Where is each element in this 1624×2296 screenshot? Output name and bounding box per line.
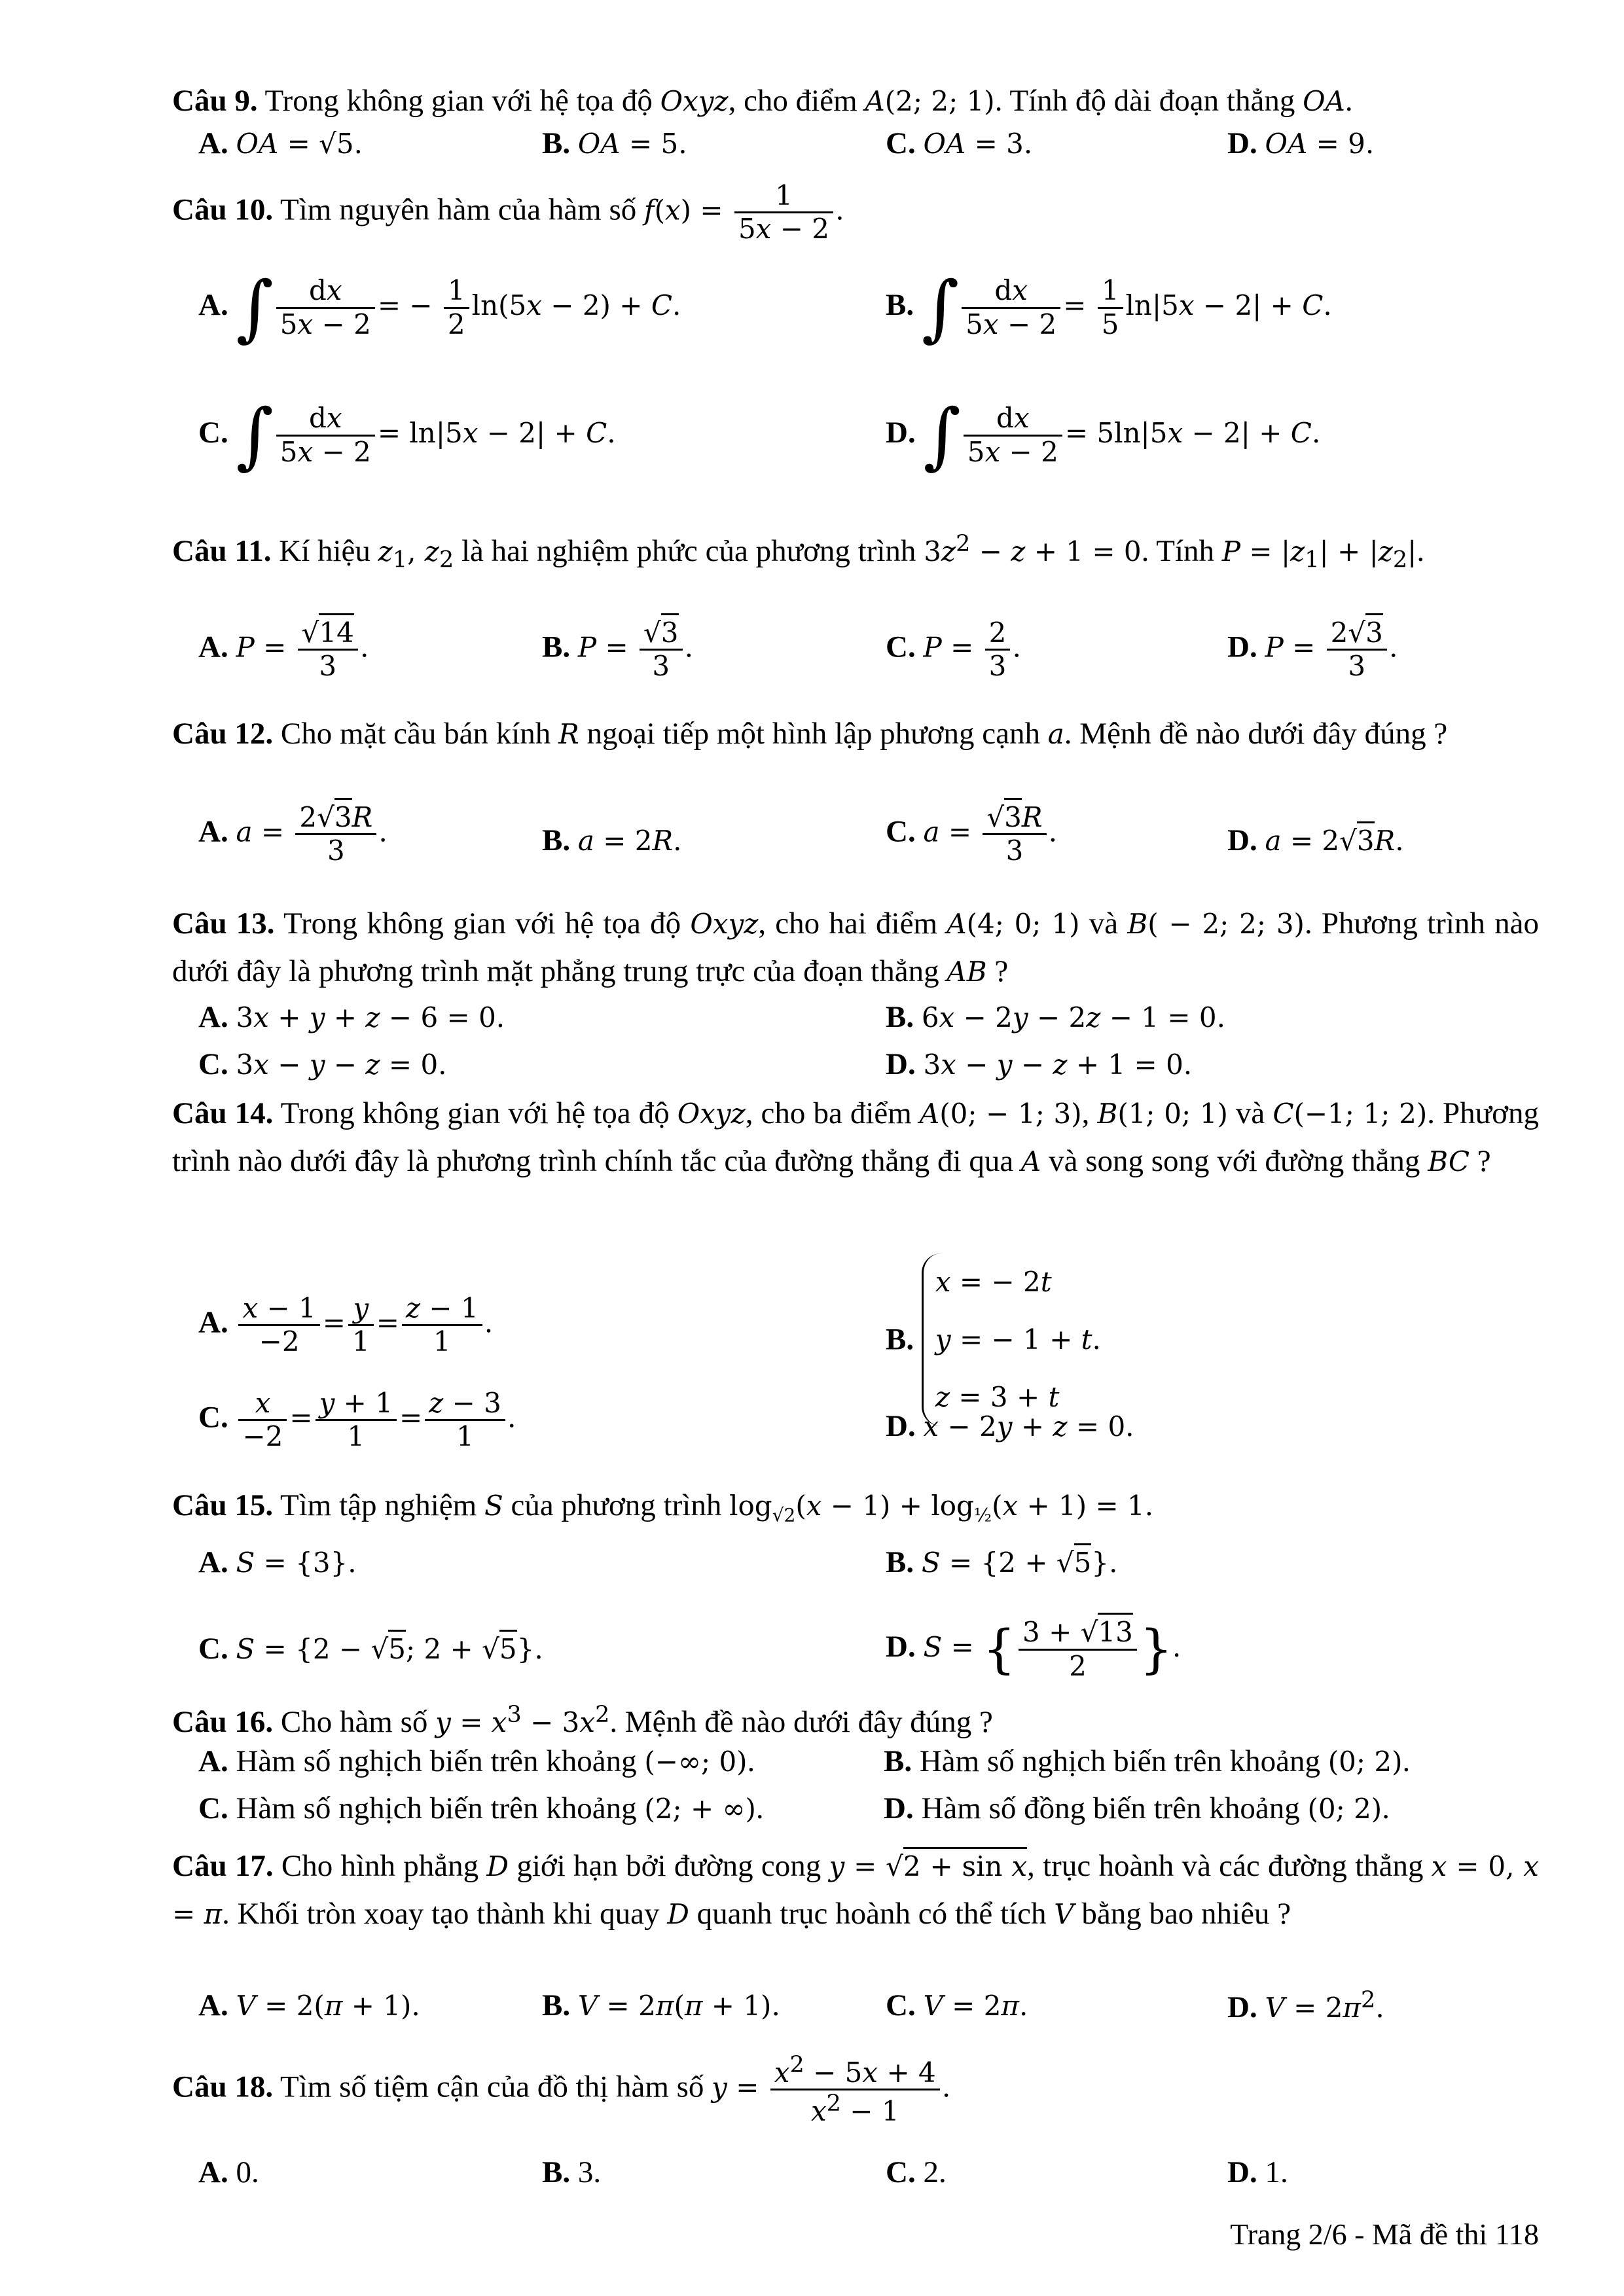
option-a: A. S = {3}. <box>198 1545 357 1579</box>
q-label: Câu 10. <box>172 192 274 227</box>
option-d: D. x − 2y + z = 0. <box>886 1409 1134 1443</box>
question-9: Câu 9. Trong không gian với hệ tọa độ Oxyz, cho điểm A(2; 2; 1). Tính độ dài đoạn thẳng OA. A. OA = √5. B. OA = 5. C. OA = 3. D. OA = 9. <box>172 77 1539 125</box>
q-label: Câu 14. <box>172 1096 274 1130</box>
question-15: Câu 15. Tìm tập nghiệm S của phương trình $\log_{√2}(x - 1) + \log_{\frac{1}{2}}(x + 1) = 1$. A. S = {3}. B. S = {2 + √5}. C. S = {2 − √5; 2 + √5}. D. S = { $\frac{3 + √13}{2}$ }. <box>172 1488 1181 1682</box>
option-b: B. S = {2 + √5}. <box>886 1543 1117 1582</box>
option-d: D. OA = 9. <box>1227 126 1375 160</box>
q-label: Câu 9. <box>172 84 258 118</box>
q-label: Câu 17. <box>172 1849 274 1883</box>
question-10: Câu 10. Tìm nguyên hàm của hàm số f(x) = $\frac{1}{5x - 2}$ . A. ∫ $\frac{dx}{5x - 2}$ = − $\frac{1}{2}$ ln(5x − 2) + C. B. ∫ $\frac{dx}{5x - 2}$ = $\frac{1}{5}$ ln|5x − 2| + C. C. ∫ $\frac{dx}{5x - 2}$ = ln|5x − 2| + C. D. ∫ $\frac{dx}{5x - 2}$ = 5ln|5x − 2| + C. <box>172 179 1332 477</box>
option-c: C. $\frac{x}{-2}$ = $\frac{y + 1}{1}$ = $\frac{z - 3}{1}$ . <box>198 1387 516 1453</box>
option-a: A. Hàm số nghịch biến trên khoảng (−∞; 0). <box>198 1744 755 1778</box>
option-d: D. ∫ $\frac{dx}{5x - 2}$ = 5ln|5x − 2| + C. <box>886 393 1321 477</box>
question-17: Câu 17. Cho hình phẳng D giới hạn bởi đường cong y = √2 + sin x, trục hoành và các đường thẳng x = 0, x = π. Khối tròn xoay tạo thành khi quay D quanh trục hoành có thể tích V bằng bao nhiêu ? A. V = 2(π + 1). B. V = 2π(π + 1). C. V = 2π. D. $V = 2\pi^2$. <box>172 1842 1539 1938</box>
option-a: A. 0. <box>198 2155 259 2189</box>
option-a: A. P = $\frac{√14}{3}$ . <box>198 617 369 683</box>
option-c: C. P = $\frac{2}{3}$ . <box>886 617 1021 683</box>
option-a: A. OA = √5. <box>198 126 363 160</box>
option-a: A. a = $\frac{2√3R}{3}$ . <box>198 802 387 867</box>
page-footer: Trang 2/6 - Mã đề thi 118 <box>1230 2217 1539 2251</box>
option-b: B. 6x − 2y − 2z − 1 = 0. <box>886 1000 1225 1034</box>
question-18: Câu 18. Tìm số tiệm cận của đồ thị hàm số y = $\frac{x^2 - 5x + 4}{x^2 - 1}$ . A. 0. B. 3. C. 2. D. 1. <box>172 2052 1539 2128</box>
option-a: A. $\frac{x - 1}{-2}$ = $\frac{y}{1}$ = $\frac{z - 1}{1}$ . <box>198 1292 493 1358</box>
option-a: A. V = 2(π + 1). <box>198 1988 420 2022</box>
option-b: B. a = 2R. <box>542 823 682 857</box>
question-14: Câu 14. Trong không gian với hệ tọa độ Oxyz, cho ba điểm A(0; − 1; 3), B(1; 0; 1) và C(−1; 1; 2). Phương trình nào dưới đây là phương trình chính tắc của đường thẳng đi qua A và song song với đường thẳng BC ? A. $\frac{x - 1}{-2}$ = $\frac{y}{1}$ = $\frac{z - 1}{1}$ . B. x = − 2t y = − 1 + t. z = 3 + t C. $\frac{x}{-2}$ = $\frac{y + 1}{1}$ = $\frac{z - 3}{1}$ . D. x − 2y + z = 0. <box>172 1096 1539 1453</box>
option-d: D. S = { $\frac{3 + √13}{2}$ }. <box>886 1617 1181 1682</box>
option-c: C. a = $\frac{√3R}{3}$ . <box>886 802 1056 867</box>
option-b: B. V = 2π(π + 1). <box>542 1988 780 2022</box>
option-c: C. 2. <box>886 2155 947 2189</box>
q-label: Câu 12. <box>172 717 274 751</box>
question-16: Câu 16. Cho hàm số $y = x^3 - 3x^2$. Mệnh đề nào dưới đây đúng ? A. Hàm số nghịch biến trên khoảng (−∞; 0). B. Hàm số nghịch biến trên khoảng (0; 2). C. Hàm số nghịch biến trên khoảng (2; + ∞). D. Hàm số đồng biến trên khoảng (0; 2). <box>172 1695 1539 1742</box>
q-label: Câu 16. <box>172 1705 274 1739</box>
option-c: C. ∫ $\frac{dx}{5x - 2}$ = ln|5x − 2| + C. <box>198 393 616 477</box>
q-label: Câu 18. <box>172 2070 274 2104</box>
option-d: D. 3x − y − z + 1 = 0. <box>886 1047 1193 1081</box>
option-d: D. 1. <box>1227 2155 1288 2189</box>
option-c: C. 3x − y − z = 0. <box>198 1047 447 1081</box>
option-b: B. x = − 2t y = − 1 + t. z = 3 + t <box>886 1253 1101 1426</box>
question-11: Câu 11. Kí hiệu $z_1$, $z_2$ là hai nghiệm phức của phương trình $3z^2 - z + 1 = 0$. Tính $P = |z_1| + |z_2|$. A. P = $\frac{√14}{3}$ . B. P = $\frac{√3}{3}$ . C. P = $\frac{2}{3}$ . D. P = $\frac{2√3}{3}$ . <box>172 531 1425 683</box>
option-d: D. Hàm số đồng biến trên khoảng (0; 2). <box>884 1791 1390 1825</box>
option-c: C. S = {2 − √5; 2 + √5}. <box>198 1630 543 1668</box>
q-label: Câu 11. <box>172 534 272 568</box>
option-b: B. P = $\frac{√3}{3}$ . <box>542 617 693 683</box>
option-b: B. OA = 5. <box>542 126 687 160</box>
q-label: Câu 15. <box>172 1488 274 1522</box>
option-d: D. P = $\frac{2√3}{3}$ . <box>1227 617 1398 683</box>
option-d: D. a = 2√3R. <box>1227 821 1404 860</box>
q-label: Câu 13. <box>172 906 275 941</box>
option-c: C. OA = 3. <box>886 126 1033 160</box>
option-c: C. Hàm số nghịch biến trên khoảng (2; + ∞). <box>198 1791 764 1825</box>
question-12: Câu 12. Cho mặt cầu bán kính R ngoại tiếp một hình lập phương cạnh a. Mệnh đề nào dưới đây đúng ? A. a = $\frac{2√3R}{3}$ . B. a = 2R. C. a = $\frac{√3R}{3}$ . D. a = 2√3R. <box>172 717 1448 867</box>
option-b: B. Hàm số nghịch biến trên khoảng (0; 2). <box>884 1744 1411 1778</box>
option-a: A. 3x + y + z − 6 = 0. <box>198 1000 505 1034</box>
option-d: D. $V = 2\pi^2$. <box>1227 1987 1384 2024</box>
question-13: Câu 13. Trong không gian với hệ tọa độ Oxyz, cho hai điểm A(4; 0; 1) và B( − 2; 2; 3). Phương trình nào dưới đây là phương trình mặt phẳng trung trực của đoạn thẳng AB ? A. 3x + y + z − 6 = 0. B. 6x − 2y − 2z − 1 = 0. C. 3x − y − z = 0. D. 3x − y − z + 1 = 0. <box>172 900 1539 996</box>
option-b: B. ∫ $\frac{dx}{5x - 2}$ = $\frac{1}{5}$ ln|5x − 2| + C. <box>886 266 1332 350</box>
option-a: A. ∫ $\frac{dx}{5x - 2}$ = − $\frac{1}{2}$ ln(5x − 2) + C. <box>198 266 681 350</box>
option-c: C. V = 2π. <box>886 1988 1028 2022</box>
option-b: B. 3. <box>542 2155 602 2189</box>
